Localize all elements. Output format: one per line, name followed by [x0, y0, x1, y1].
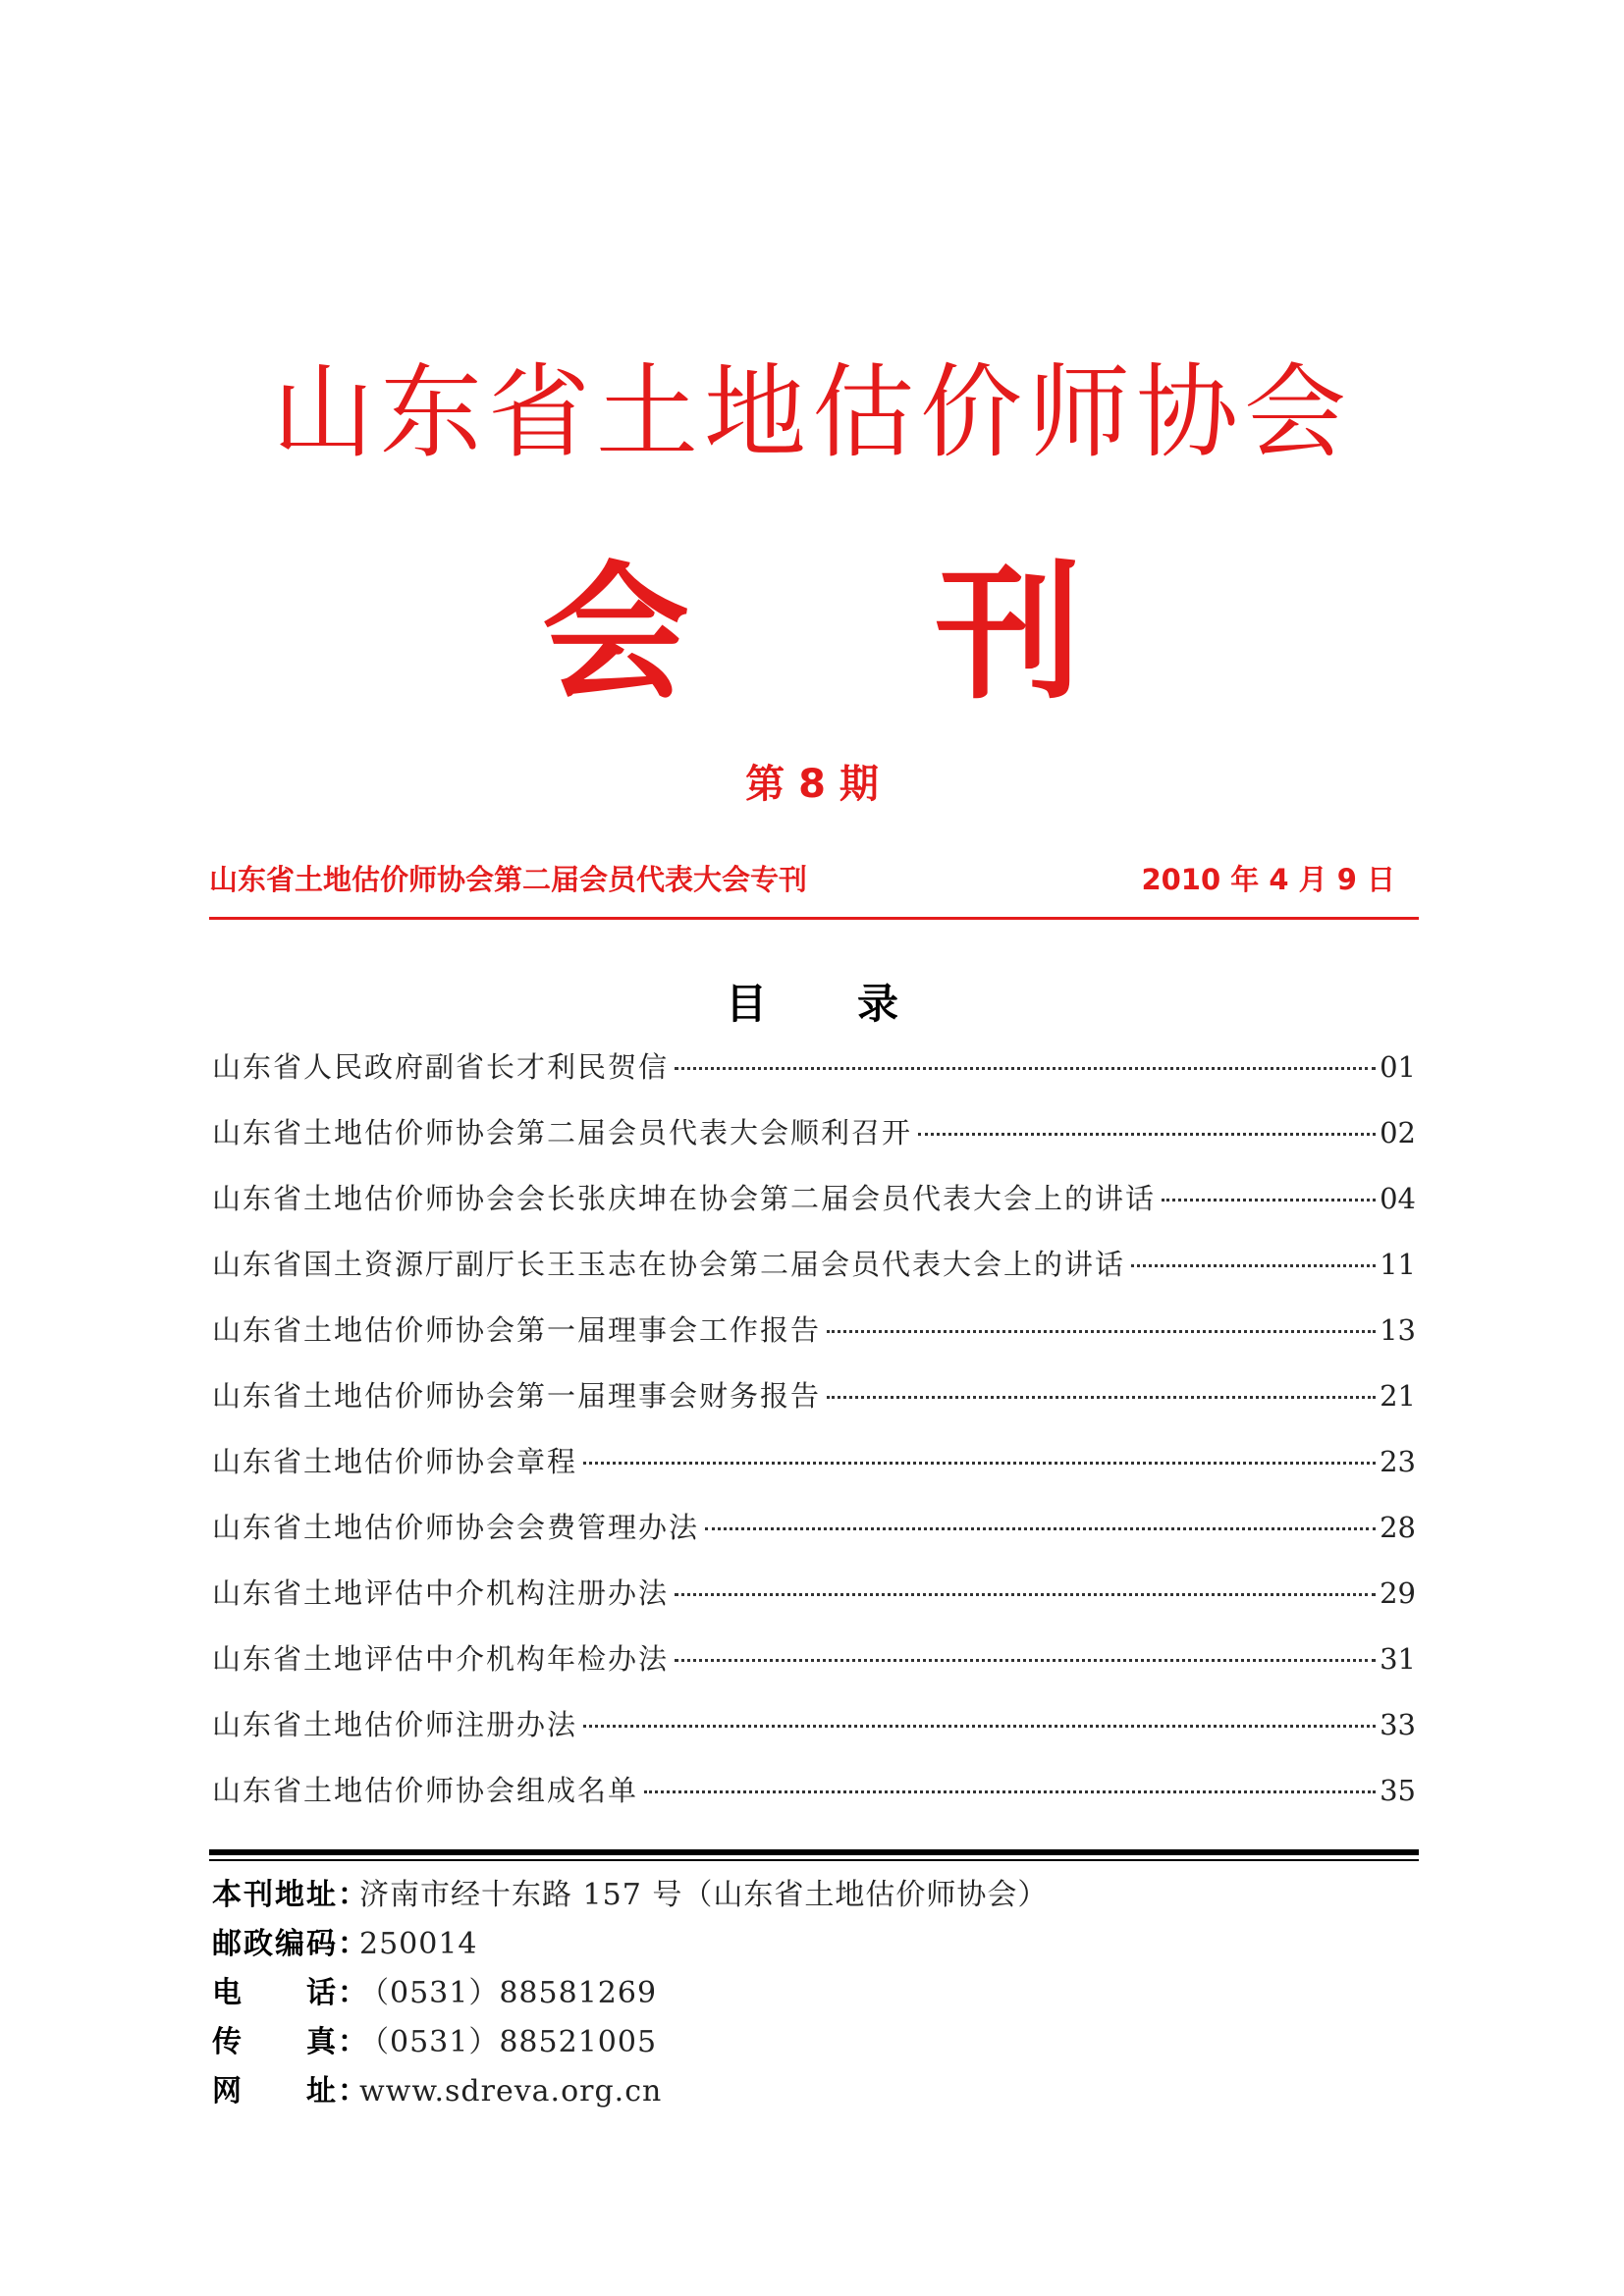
- toc-item[interactable]: [212, 1304, 1416, 1369]
- toc-leader: [827, 1396, 1376, 1399]
- toc-item-page: 29: [1380, 1576, 1416, 1610]
- toc-item-page: 11: [1380, 1248, 1416, 1281]
- fax-label: 传 真：: [212, 2025, 369, 2059]
- toc-item-title: 山东省人民政府副省长才利民贺信: [212, 1050, 670, 1084]
- contact-address: [212, 1871, 1048, 1920]
- toc-leader: [827, 1330, 1376, 1333]
- toc-leader: [583, 1725, 1376, 1728]
- special-edition-title: 山东省土地估价师协会第二届会员代表大会专刊: [209, 863, 808, 896]
- footer-divider-thin: [209, 1859, 1419, 1861]
- toc-item-title: 山东省土地估价师协会会费管理办法: [212, 1511, 700, 1544]
- toc-leader: [675, 1659, 1376, 1662]
- toc-item[interactable]: [212, 1369, 1416, 1435]
- toc-item-title: 山东省土地估价师协会第一届理事会财务报告: [212, 1379, 822, 1413]
- toc-item-title: 山东省土地估价师协会第二届会员代表大会顺利召开: [212, 1116, 913, 1149]
- fax-value: （0531）88521005: [359, 2025, 658, 2059]
- toc-item-page: 04: [1380, 1182, 1416, 1215]
- red-divider: [209, 917, 1419, 920]
- contact-postcode: [212, 1920, 1048, 1969]
- toc-item[interactable]: [212, 1567, 1416, 1632]
- toc-leader: [1131, 1264, 1376, 1267]
- organization-title: 山东省土地估价师协会: [271, 352, 1352, 472]
- toc-item-page: 31: [1380, 1642, 1416, 1676]
- contact-info: [212, 1871, 1048, 2116]
- toc-item-title: 山东省土地估价师协会组成名单: [212, 1774, 639, 1807]
- contact-website: [212, 2067, 1048, 2116]
- toc-item[interactable]: [212, 1041, 1416, 1106]
- toc-item-title: 山东省土地估价师注册办法: [212, 1708, 578, 1741]
- publication-date: 2010 年 4 月 9 日: [1141, 863, 1395, 896]
- toc-item-page: 01: [1380, 1050, 1416, 1084]
- toc-item-title: 山东省土地估价师协会会长张庆坤在协会第二届会员代表大会上的讲话: [212, 1182, 1157, 1215]
- toc-item-title: 山东省土地评估中介机构注册办法: [212, 1576, 670, 1610]
- toc-leader: [705, 1527, 1376, 1530]
- magazine-title-left: 会: [541, 547, 689, 720]
- toc-item-title: 山东省国土资源厅副厅长王玉志在协会第二届会员代表大会上的讲话: [212, 1248, 1126, 1281]
- toc-item-page: 23: [1380, 1445, 1416, 1478]
- postcode-label: 邮政编码：: [212, 1927, 369, 1961]
- toc-item-page: 33: [1380, 1708, 1416, 1741]
- toc-item[interactable]: [212, 1698, 1416, 1764]
- address-label: 本刊地址：: [212, 1878, 369, 1912]
- toc-leader: [918, 1133, 1376, 1136]
- toc-leader: [583, 1462, 1376, 1465]
- phone-label: 电 话：: [212, 1976, 369, 2010]
- footer-divider-thick: [209, 1849, 1419, 1855]
- toc-item-title: 山东省土地评估中介机构年检办法: [212, 1642, 670, 1676]
- toc-leader: [1162, 1199, 1376, 1201]
- toc-item-page: 21: [1380, 1379, 1416, 1413]
- toc-heading: [0, 977, 1624, 1032]
- toc-heading-right: 录: [857, 980, 899, 1028]
- website-link[interactable]: www.sdreva.org.cn: [359, 2074, 663, 2109]
- issue-number: 第 8 期: [745, 762, 879, 807]
- contact-phone: [212, 1969, 1048, 2018]
- toc-leader: [644, 1790, 1376, 1793]
- phone-value: （0531）88581269: [359, 1976, 658, 2010]
- toc-item[interactable]: [212, 1106, 1416, 1172]
- toc-item[interactable]: [212, 1764, 1416, 1830]
- magazine-title-right: 刊: [935, 547, 1083, 720]
- toc-item-page: 02: [1380, 1116, 1416, 1149]
- toc-item[interactable]: [212, 1172, 1416, 1238]
- toc-item-page: 28: [1380, 1511, 1416, 1544]
- toc-leader: [675, 1067, 1376, 1070]
- toc-item[interactable]: [212, 1501, 1416, 1567]
- toc-item-title: 山东省土地估价师协会第一届理事会工作报告: [212, 1313, 822, 1347]
- toc-item[interactable]: [212, 1238, 1416, 1304]
- magazine-title: [0, 547, 1624, 720]
- website-label: 网 址：: [212, 2074, 369, 2109]
- postcode-value: 250014: [359, 1927, 478, 1961]
- toc-item-page: 35: [1380, 1774, 1416, 1807]
- toc-item[interactable]: [212, 1632, 1416, 1698]
- toc-item[interactable]: [212, 1435, 1416, 1501]
- toc-leader: [675, 1593, 1376, 1596]
- toc-item-title: 山东省土地估价师协会章程: [212, 1445, 578, 1478]
- toc-heading-left: 目: [725, 980, 767, 1028]
- contact-fax: [212, 2018, 1048, 2067]
- table-of-contents: [212, 1041, 1416, 1830]
- toc-item-page: 13: [1380, 1313, 1416, 1347]
- address-value: 济南市经十东路 157 号（山东省土地估价师协会）: [359, 1878, 1049, 1912]
